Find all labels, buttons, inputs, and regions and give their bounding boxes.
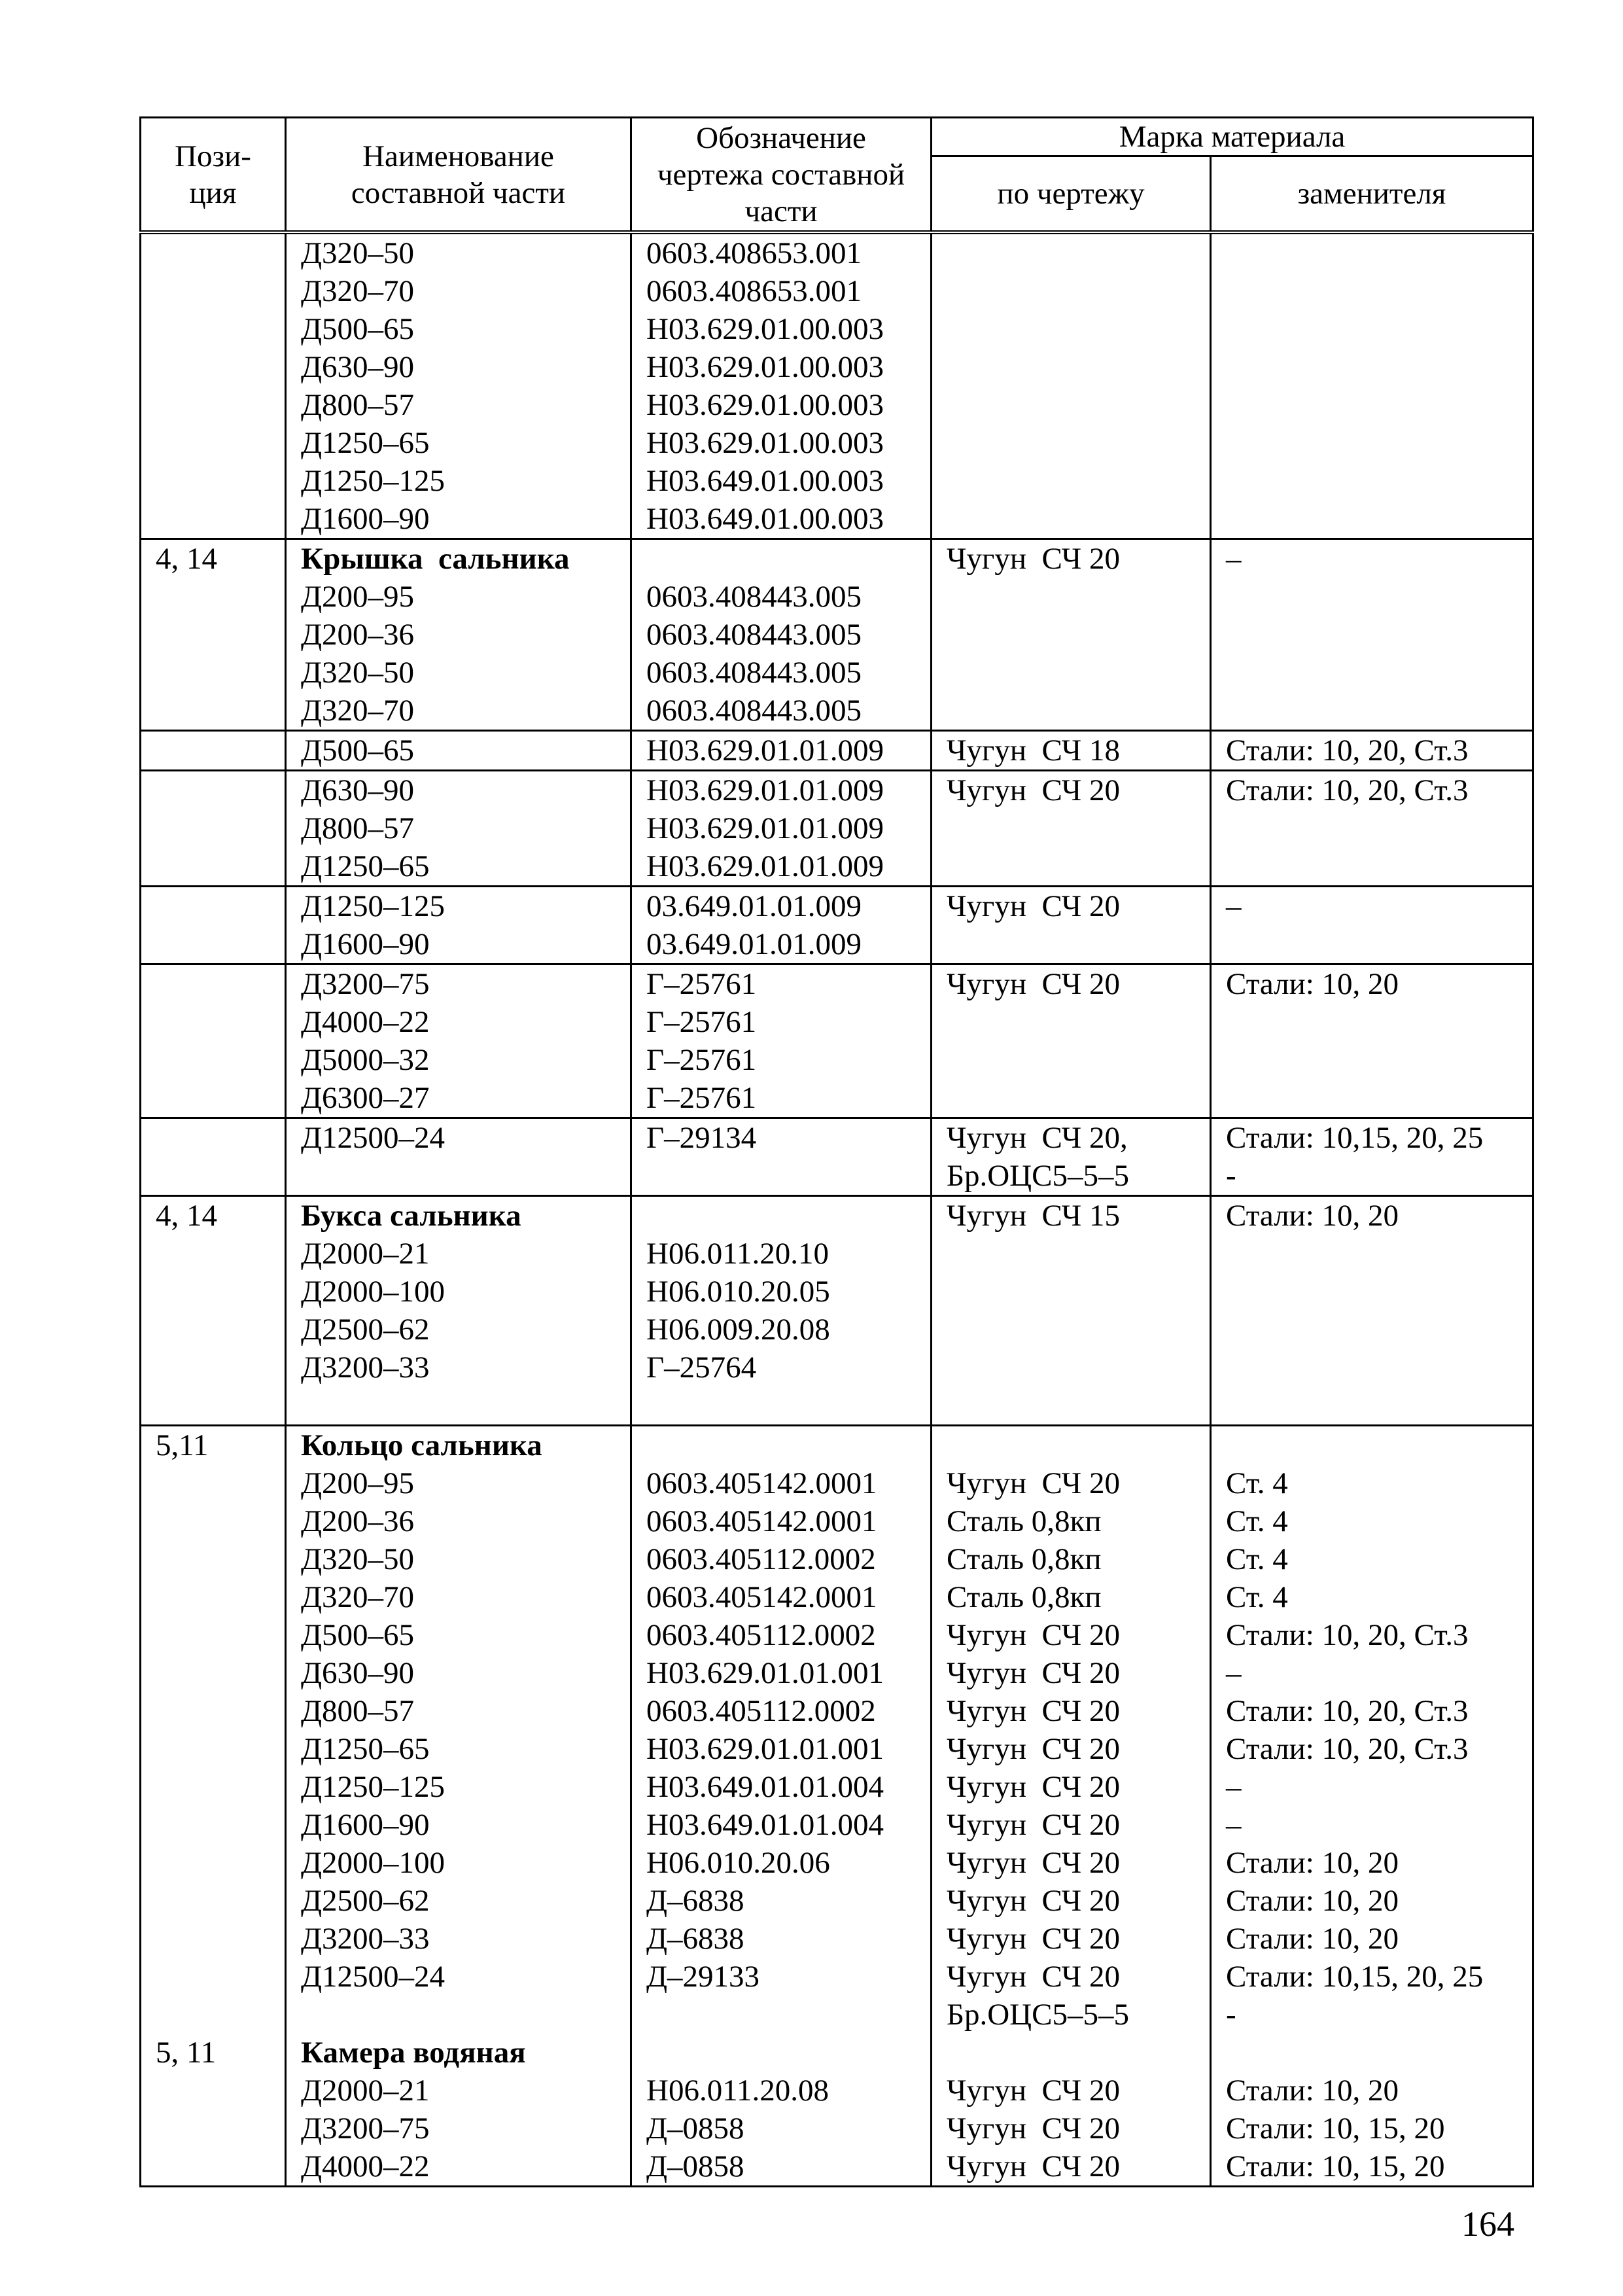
material-cell-line: Чугун СЧ 20: [947, 773, 1120, 807]
name-cell-line: Д500–65: [301, 312, 415, 346]
name-cell-line: Д4000–22: [301, 1005, 430, 1039]
substitute-cell-line: –: [1226, 542, 1242, 576]
position-cell-line: [156, 1578, 285, 1616]
substitute-cell: [1211, 539, 1533, 731]
drawing-cell-line: 0603.405112.0002: [646, 1618, 876, 1652]
drawing-cell-line: [646, 1197, 930, 1235]
drawing-cell-line: Н03.629.01.00.003: [646, 426, 884, 460]
drawing-cell-line: Г–25761: [646, 1043, 757, 1077]
drawing-cell-line: Н06.010.20.06: [646, 1846, 830, 1880]
position-cell-line: [156, 732, 285, 769]
substitute-cell: [1211, 731, 1533, 771]
drawing-cell-line: 0603.405112.0002: [646, 1694, 876, 1728]
drawing-cell-line: Н06.009.20.08: [646, 1313, 830, 1347]
name-cell-line: Д320–50: [301, 236, 415, 270]
drawing-cell-line: Н03.629.01.00.003: [646, 388, 884, 422]
name-cell-line: Д12500–24: [301, 1121, 445, 1155]
substitute-cell-line: Стали: 10, 20: [1226, 967, 1399, 1001]
substitute-cell: [1211, 232, 1533, 539]
drawing-cell-line: Н03.629.01.00.003: [646, 350, 884, 384]
material-cell-line: Чугун СЧ 20: [947, 1466, 1120, 1500]
name-cell-line: Д1250–125: [301, 464, 445, 498]
substitute-cell-line: Стали: 10,15, 20, 25: [1226, 1121, 1484, 1155]
drawing-cell-line: Н03.649.01.01.004: [646, 1770, 884, 1804]
table-row: [141, 232, 1533, 539]
position-cell: [141, 232, 286, 539]
name-cell-line: Крышка сальника: [301, 542, 570, 576]
table-row: [141, 771, 1533, 887]
position-cell-line: [156, 771, 285, 809]
position-cell-line: [156, 1616, 285, 1654]
material-cell: [932, 771, 1211, 887]
name-cell-line: Д320–50: [301, 656, 415, 690]
name-cell: [286, 539, 631, 731]
material-cell-line: [947, 1426, 1210, 1464]
drawing-cell-line: 0603.405142.0001: [646, 1466, 877, 1500]
position-cell-line: [156, 1692, 285, 1730]
drawing-cell-line: Д–6838: [646, 1884, 744, 1918]
material-cell-line: Сталь 0,8кп: [947, 1542, 1102, 1576]
substitute-cell-line: –: [1226, 889, 1242, 923]
table-body: [141, 232, 1533, 2187]
drawing-cell-line: 0603.408443.005: [646, 618, 862, 652]
substitute-cell: [1211, 771, 1533, 887]
drawing-cell-line: Н03.629.01.00.003: [646, 312, 884, 346]
substitute-cell-line: -: [1226, 1998, 1236, 2032]
drawing-cell-line: Г–25761: [646, 1005, 757, 1039]
substitute-cell: [1211, 964, 1533, 1118]
position-cell-line: [156, 1464, 285, 1502]
substitute-cell-line: Ст. 4: [1226, 1504, 1288, 1538]
substitute-cell-line: Ст. 4: [1226, 1580, 1288, 1614]
position-cell: [141, 1426, 286, 2187]
position-cell-line: [156, 1654, 285, 1692]
material-cell: [932, 964, 1211, 1118]
drawing-cell-line: Г–25761: [646, 1081, 757, 1115]
drawing-cell-line: Н03.649.01.00.003: [646, 464, 884, 498]
table-row: [141, 1118, 1533, 1196]
table-row: [141, 1426, 1533, 2187]
name-cell: [286, 887, 631, 964]
drawing-cell-line: 0603.408653.001: [646, 236, 862, 270]
drawing-cell-line: Г–25764: [646, 1351, 757, 1385]
substitute-cell-line: Стали: 10, 20: [1226, 1884, 1399, 1918]
substitute-cell-line: Стали: 10, 20, Ст.3: [1226, 1694, 1469, 1728]
name-cell-line: Д320–70: [301, 694, 415, 728]
position-cell-line: [156, 965, 285, 1003]
header-drawing-line: части: [744, 194, 818, 228]
table-row: [141, 539, 1533, 731]
substitute-cell-line: Стали: 10, 20: [1226, 1846, 1399, 1880]
name-cell-line: Д2000–21: [301, 1237, 430, 1271]
position-cell-line: 4, 14: [156, 1199, 217, 1233]
material-cell: [932, 1196, 1211, 1426]
substitute-cell-line: Стали: 10, 15, 20: [1226, 2111, 1445, 2146]
material-cell-line: Чугун СЧ 20,: [947, 1121, 1128, 1155]
substitute-cell: [1211, 1196, 1533, 1426]
material-cell-line: Чугун СЧ 20: [947, 2149, 1120, 2183]
name-cell: [286, 964, 631, 1118]
header-drawing-line: чертежа составной: [657, 157, 905, 192]
substitute-cell-line: Стали: 10, 20, Ст.3: [1226, 1618, 1469, 1652]
drawing-cell: [631, 887, 932, 964]
substitute-cell-line: Стали: 10, 20: [1226, 1199, 1399, 1233]
material-cell-line: Чугун СЧ 20: [947, 1770, 1120, 1804]
drawing-cell-line: Н03.629.01.01.009: [646, 773, 884, 807]
position-cell: [141, 887, 286, 964]
name-cell-line: Букса сальника: [301, 1199, 521, 1233]
position-cell-line: 4, 14: [156, 542, 217, 576]
name-cell-line: Д800–57: [301, 811, 415, 845]
material-cell: [932, 232, 1211, 539]
material-cell-line: [947, 2034, 1210, 2072]
material-cell-line: Чугун СЧ 20: [947, 2111, 1120, 2146]
header-name-line: Наименование: [362, 139, 554, 173]
substitute-cell-line: Стали: 10, 20, Ст.3: [1226, 1732, 1469, 1766]
name-cell-line: Д1600–90: [301, 1808, 430, 1842]
material-cell-line: Чугун СЧ 20: [947, 1694, 1120, 1728]
table-row: [141, 731, 1533, 771]
material-cell-line: [947, 234, 1210, 272]
drawing-cell-line: Н03.629.01.01.009: [646, 811, 884, 845]
material-cell-line: Чугун СЧ 18: [947, 733, 1120, 768]
material-cell: [932, 539, 1211, 731]
name-cell: [286, 232, 631, 539]
position-cell-line: [156, 1958, 285, 1996]
drawing-cell-line: 0603.405112.0002: [646, 1542, 876, 1576]
drawing-cell-line: 0603.405142.0001: [646, 1504, 877, 1538]
material-cell: [932, 887, 1211, 964]
name-cell-line: Д6300–27: [301, 1081, 430, 1115]
material-cell: [932, 1426, 1211, 2187]
page-number: 164: [1461, 2204, 1514, 2244]
drawing-cell: [631, 731, 932, 771]
material-cell-line: Чугун СЧ 20: [947, 1960, 1120, 1994]
name-cell-line: Д1600–90: [301, 502, 430, 536]
substitute-cell-line: Стали: 10, 20: [1226, 2074, 1399, 2108]
substitute-cell-line: [1226, 2034, 1532, 2072]
position-cell-line: [156, 1730, 285, 1768]
substitute-cell-line: Стали: 10,15, 20, 25: [1226, 1960, 1484, 1994]
position-cell-line: [156, 1806, 285, 1844]
material-cell: [932, 731, 1211, 771]
position-cell: [141, 1118, 286, 1196]
name-cell-line: Д2000–100: [301, 1846, 445, 1880]
name-cell-line: Д5000–32: [301, 1043, 430, 1077]
name-cell-line: Камера водяная: [301, 2036, 526, 2070]
name-cell: [286, 771, 631, 887]
material-cell-line: Бр.ОЦС5–5–5: [947, 1998, 1129, 2032]
drawing-cell-line: Н03.629.01.01.001: [646, 1732, 884, 1766]
position-cell-line: 5, 11: [156, 2036, 217, 2070]
drawing-cell: [631, 771, 932, 887]
material-cell-line: Чугун СЧ 20: [947, 967, 1120, 1001]
material-cell-line: Чугун СЧ 20: [947, 1808, 1120, 1842]
drawing-cell: [631, 1426, 932, 2187]
specification-table: [139, 116, 1534, 2187]
drawing-cell-line: 03.649.01.01.009: [646, 889, 862, 923]
substitute-cell-line: Стали: 10, 15, 20: [1226, 2149, 1445, 2183]
name-cell-line: Д320–50: [301, 1542, 415, 1576]
drawing-cell-line: 0603.408443.005: [646, 656, 862, 690]
drawing-cell-line: 0603.408653.001: [646, 274, 862, 308]
drawing-cell-line: Д–0858: [646, 2149, 744, 2183]
drawing-cell-line: Н03.649.01.00.003: [646, 502, 884, 536]
material-cell-line: Чугун СЧ 20: [947, 1732, 1120, 1766]
material-cell-line: Сталь 0,8кп: [947, 1504, 1102, 1538]
material-cell-line: Чугун СЧ 20: [947, 1884, 1120, 1918]
drawing-cell-line: Г–25761: [646, 967, 757, 1001]
drawing-cell: [631, 1118, 932, 1196]
name-cell-line: Д4000–22: [301, 2149, 430, 2183]
substitute-cell-line: Ст. 4: [1226, 1466, 1288, 1500]
position-cell-line: [156, 1920, 285, 1958]
name-cell: [286, 1118, 631, 1196]
header-name-line: составной части: [351, 175, 566, 210]
drawing-cell-line: Д–6838: [646, 1922, 744, 1956]
name-cell-line: Д1250–125: [301, 1770, 445, 1804]
name-cell-line: Д500–65: [301, 733, 415, 768]
drawing-cell-line: Д–29133: [646, 1960, 760, 1994]
drawing-cell-line: Н03.629.01.01.009: [646, 849, 884, 883]
name-cell-line: Д200–95: [301, 580, 415, 614]
material-cell-line: Чугун СЧ 20: [947, 889, 1120, 923]
material-cell-line: Бр.ОЦС5–5–5: [947, 1159, 1129, 1193]
name-cell-line: Д3200–33: [301, 1922, 430, 1956]
name-cell-line: Д800–57: [301, 1694, 415, 1728]
name-cell-line: Д200–36: [301, 1504, 415, 1538]
substitute-cell-line: –: [1226, 1808, 1242, 1842]
name-cell-line: Д200–95: [301, 1466, 415, 1500]
drawing-cell: [631, 1196, 932, 1426]
drawing-cell-line: [646, 540, 930, 578]
material-cell-line: Чугун СЧ 20: [947, 1656, 1120, 1690]
name-cell-line: Д1250–65: [301, 1732, 430, 1766]
drawing-cell-line: Н03.629.01.01.001: [646, 1656, 884, 1690]
header-material: Марка материала: [932, 118, 1533, 156]
name-cell: [286, 1426, 631, 2187]
name-cell-line: Д800–57: [301, 388, 415, 422]
position-cell-line: [156, 1996, 285, 2034]
name-cell-line: Д1600–90: [301, 927, 430, 961]
name-cell-line: Д500–65: [301, 1618, 415, 1652]
position-cell-line: [156, 234, 285, 272]
header-substitute: заменителя: [1211, 156, 1533, 233]
name-cell-line: Кольцо сальника: [301, 1428, 542, 1462]
name-cell-line: Д320–70: [301, 274, 415, 308]
substitute-cell-line: Стали: 10, 20, Ст.3: [1226, 733, 1469, 768]
name-cell-line: Д1250–125: [301, 889, 445, 923]
name-cell-line: Д3200–75: [301, 967, 430, 1001]
substitute-cell: [1211, 1118, 1533, 1196]
drawing-cell: [631, 539, 932, 731]
material-cell-line: Сталь 0,8кп: [947, 1580, 1102, 1614]
name-cell: [286, 1196, 631, 1426]
substitute-cell-line: [1226, 234, 1532, 272]
substitute-cell-line: [1226, 1426, 1532, 1464]
material-cell-line: Чугун СЧ 20: [947, 1846, 1120, 1880]
material-cell-line: Чугун СЧ 15: [947, 1199, 1120, 1233]
position-cell-line: [156, 1768, 285, 1806]
drawing-cell-line: Н03.649.01.01.004: [646, 1808, 884, 1842]
name-cell-line: Д2000–21: [301, 2074, 430, 2108]
drawing-cell-line: [646, 1426, 930, 1464]
drawing-cell-line: 03.649.01.01.009: [646, 927, 862, 961]
name-cell-line: Д3200–75: [301, 2111, 430, 2146]
name-cell-line: Д2500–62: [301, 1313, 430, 1347]
position-cell: [141, 1196, 286, 1426]
name-cell-line: Д630–90: [301, 350, 415, 384]
name-cell-line: Д2000–100: [301, 1275, 445, 1309]
drawing-cell: [631, 964, 932, 1118]
name-cell-line: Д630–90: [301, 1656, 415, 1690]
name-cell-line: Д2500–62: [301, 1884, 430, 1918]
substitute-cell: [1211, 887, 1533, 964]
position-cell-line: [156, 1502, 285, 1540]
substitute-cell-line: –: [1226, 1656, 1242, 1690]
material-cell-line: Чугун СЧ 20: [947, 2074, 1120, 2108]
header-position-line: ция: [189, 175, 237, 210]
position-cell: [141, 539, 286, 731]
drawing-cell-line: Г–29134: [646, 1121, 757, 1155]
header-position: [141, 118, 286, 233]
drawing-cell-line: 0603.408443.005: [646, 580, 862, 614]
drawing-cell-line: 0603.408443.005: [646, 694, 862, 728]
position-cell: [141, 731, 286, 771]
drawing-cell-line: Н06.011.20.08: [646, 2074, 829, 2108]
drawing-cell-line: [646, 2034, 930, 2072]
position-cell-line: [156, 1540, 285, 1578]
position-cell-line: 5,11: [156, 1428, 209, 1462]
drawing-cell-line: Н06.011.20.10: [646, 1237, 829, 1271]
position-cell: [141, 771, 286, 887]
name-cell: [286, 731, 631, 771]
header-position-line: Пози-: [175, 139, 251, 173]
table-row: [141, 964, 1533, 1118]
drawing-cell-line: 0603.405142.0001: [646, 1580, 877, 1614]
substitute-cell-line: –: [1226, 1770, 1242, 1804]
name-cell-line: Д1250–65: [301, 426, 430, 460]
name-cell-line: Д12500–24: [301, 1960, 445, 1994]
drawing-cell: [631, 232, 932, 539]
material-cell-line: Чугун СЧ 20: [947, 1618, 1120, 1652]
name-cell-line: Д1250–65: [301, 849, 430, 883]
drawing-cell-line: [646, 1996, 930, 2034]
name-cell-line: [301, 1386, 630, 1424]
position-cell-line: [156, 887, 285, 925]
name-cell-line: Д630–90: [301, 773, 415, 807]
name-cell-line: Д3200–33: [301, 1351, 430, 1385]
drawing-cell-line: Д–0858: [646, 2111, 744, 2146]
material-cell-line: Чугун СЧ 20: [947, 1922, 1120, 1956]
drawing-cell-line: Н06.010.20.05: [646, 1275, 830, 1309]
substitute-cell-line: Стали: 10, 20, Ст.3: [1226, 773, 1469, 807]
substitute-cell: [1211, 1426, 1533, 2187]
material-cell-line: Чугун СЧ 20: [947, 542, 1120, 576]
position-cell-line: [156, 1119, 285, 1157]
material-cell: [932, 1118, 1211, 1196]
substitute-cell-line: Стали: 10, 20: [1226, 1922, 1399, 1956]
header-drawing-line: Обозначение: [696, 120, 866, 155]
table-row: [141, 887, 1533, 964]
substitute-cell-line: Ст. 4: [1226, 1542, 1288, 1576]
position-cell-line: [156, 1882, 285, 1920]
header-drawing: [631, 118, 932, 233]
name-cell-line: Д200–36: [301, 618, 415, 652]
header-name: [286, 118, 631, 233]
header-by-drawing: по чертежу: [932, 156, 1211, 233]
position-cell: [141, 964, 286, 1118]
table-row: [141, 1196, 1533, 1426]
position-cell-line: [156, 1844, 285, 1882]
substitute-cell-line: -: [1226, 1159, 1236, 1193]
name-cell-line: Д320–70: [301, 1580, 415, 1614]
drawing-cell-line: Н03.629.01.01.009: [646, 733, 884, 768]
name-cell-line: [301, 1996, 630, 2034]
